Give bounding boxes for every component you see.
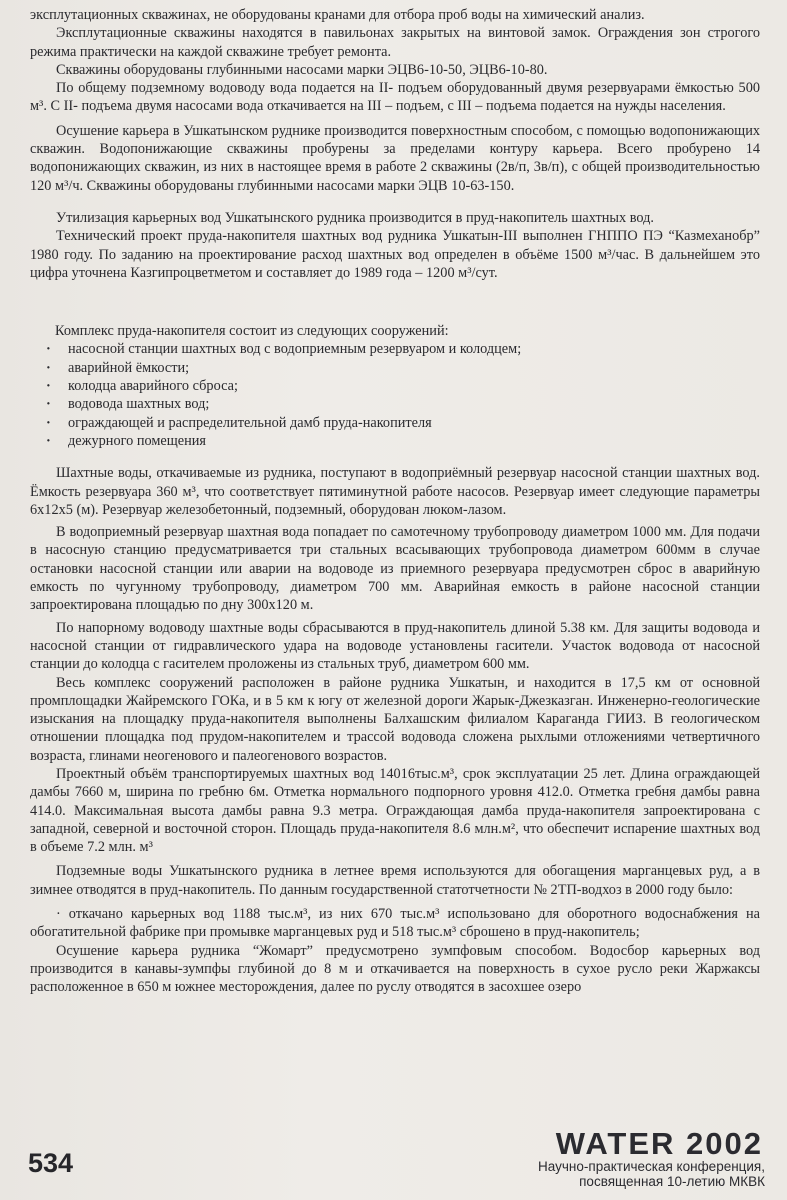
list-item: · насосной станции шахтных вод с водоприемным резервуаром и колодцем; bbox=[68, 340, 760, 358]
paragraph: Проектный объём транспортируемых шахтных вод 14016тыс.м³, срок эксплуатации 25 лет. Длина ограждающей дамбы 7660 м, ширина по гребню 6м. Отметка нормального подпорного уровня 412.0. Отметка гребня дамбы равна 414.0. Максимальная высота дамбы равна 9.3 метра. Ограждающая дамба пруда-накопителя запроектирована с западной, северной и восточной сторон. Площадь пруда-накопителя 8.6 млн.м², что обеспечит испарение шахтных вод в объеме 7.2 млн. м³ bbox=[30, 765, 760, 856]
paragraph: Подземные воды Ушкатынского рудника в летнее время используются для обогащения марганцевых руд, а в зимнее отводятся в пруд-накопитель. По данным государственной статотчетности № 2ТП-водхоз в 2000 году было: bbox=[30, 863, 760, 898]
paragraph: По общему подземному водоводу вода подается на II- подъем оборудованный двумя резервуарами ёмкостью 500 м³. С II- подъема двумя насосами вода откачивается на III – подъем, с III – подъема подается на нужды населения. bbox=[30, 80, 760, 115]
list-heading: Комплекс пруда-накопителя состоит из следующих сооружений: bbox=[55, 323, 449, 340]
list-item: · ограждающей и распределительной дамб пруда-накопителя bbox=[68, 414, 760, 432]
paragraph: Скважины оборудованы глубинными насосами марки ЭЦВ6-10-50, ЭЦВ6-10-80. bbox=[56, 61, 548, 78]
list-item: · колодца аварийного сброса; bbox=[68, 377, 760, 395]
water-2002-logo: WATER 2002 bbox=[555, 1126, 763, 1161]
conference-subtitle bbox=[465, 1160, 765, 1189]
list-item: · дежурного помещения bbox=[68, 432, 760, 450]
subtitle-line: посвященная 10-летию МКВК bbox=[579, 1173, 765, 1189]
paragraph: Осушение карьера рудника “Жомарт” предусмотрено зумпфовым способом. Водосбор карьерных вод производится в канавы-зумпфы глубиной до 8 м и откачивается на поверхность в сухое русло реки Жаржаксы расположенное в 650 м южнее месторождения, далее по руслу отводятся в засохшее озеро bbox=[30, 942, 760, 996]
paragraph: эксплутационных скважинах, не оборудованы кранами для отбора проб воды на химический анализ. bbox=[30, 7, 645, 23]
list-item: · водовода шахтных вод; bbox=[68, 395, 760, 413]
subtitle-line: Научно-практическая конференция, bbox=[538, 1159, 765, 1174]
paragraph: Технический проект пруда-накопителя шахтных вод рудника Ушкатын-III выполнен ГНППО ПЭ “Казмеханобр” 1980 году. По заданию на проектирование расход шахтных вод определен в объёме 1500 м³/час. В дальнейшем это цифра уточнена Казгипроцветметом и составляет до 1989 года – 1200 м³/сут. bbox=[30, 228, 760, 281]
paragraph: В водоприемный резервуар шахтная вода попадает по самотечному трубопроводу диаметром 1000 мм. Для подачи в насосную станцию предусматривается три стальных всасывающих трубопровода диаметром 600мм в случае остановки насосной станции или аварии на водоводе из приемного резервуара предусмотрен сброс в аварийную емкость по чугунному трубопроводу, диаметром 700 мм. Аварийная емкость в районе насосной станции запроектирована площадью по дну 300х120 м. bbox=[30, 524, 760, 614]
text-column bbox=[30, 6, 760, 997]
paragraph: Эксплутационные скважины находятся в павильонах закрытых на винтовой замок. Ограждения зон строгого режима практически на каждой скважине требует ремонта. bbox=[30, 25, 760, 60]
paragraph: Осушение карьера в Ушкатынском руднике производится поверхностным способом, с помощью водопонижающих скважин. Водопонижающие скважины пробурены за пределами контуру карьера. Всего пробурено 14 водопонижающих скважин, из них в настоящее время в работе 2 скважины (2в/п, 3в/п), с общей производительностью 120 м³/ч. Скважины оборудованы глубинными насосами марки ЭЦВ 10-63-150. bbox=[30, 122, 760, 194]
structures-list bbox=[30, 340, 760, 450]
paragraph: По напорному водоводу шахтные воды сбрасываются в пруд-накопитель длиной 5.38 км. Для защиты водовода и насосной станции от гидравлического удара на водоводе установлены гасители. Участок водовода от насосной станции до колодца с гасителем проложены из стальных труб, диаметром 600 мм. bbox=[30, 619, 760, 673]
paragraph: Шахтные воды, откачиваемые из рудника, поступают в водоприёмный резервуар насосной станции шахтных вод. Ёмкость резервуара 360 м³, что соответствует пятиминутной работе насосов. Резервуар имеет следующие параметры 6х12х5 (м). Резервуар железобетонный, подземный, оборудован люком-лазом. bbox=[30, 465, 760, 518]
bullet-paragraph: · откачано карьерных вод 1188 тыс.м³, из них 670 тыс.м³ использовано для оборотного водоснабжения на обогатительной фабрике при промывке марганцевых руд и 518 тыс.м³ сброшено в пруд-накопитель; bbox=[30, 906, 760, 941]
list-item: · аварийной ёмкости; bbox=[68, 359, 760, 377]
paragraph: Весь комплекс сооружений расположен в районе рудника Ушкатын, и находится в 17,5 км от основной промплощадки Жайремского ГОКа, и в 5 км к югу от железной дороги Жарык-Джезказган. Инженерно-геологические изыскания на площадку пруда-накопителя выполнены Балхашским филиалом Караганда ГИИЗ. В геологическом отношении площадка под прудом-накопителем и трассой водовода сложена рыхлыми отложениями четвертичного возраста, глинами неогенового и палеогенового возрастов. bbox=[30, 674, 760, 764]
paragraph: Утилизация карьерных вод Ушкатынского рудника производится в пруд-накопитель шахтных вод. bbox=[56, 209, 654, 226]
page-number: 534 bbox=[28, 1148, 74, 1178]
